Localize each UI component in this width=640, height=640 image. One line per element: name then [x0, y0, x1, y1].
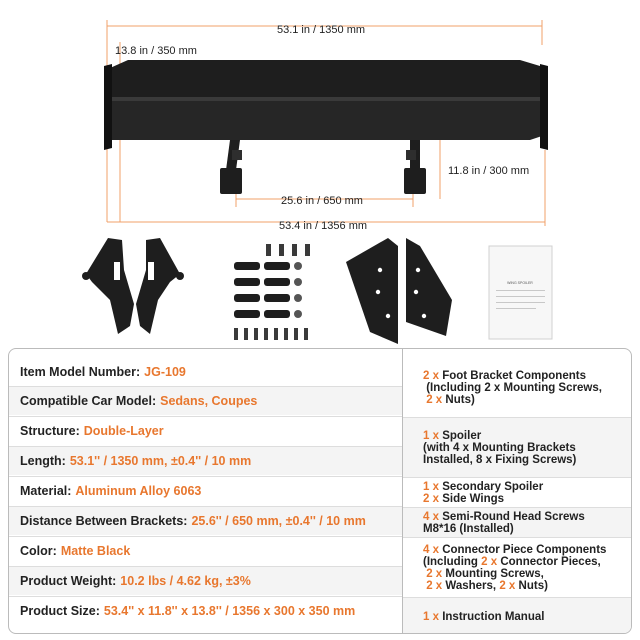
- part-text: (Including: [423, 555, 478, 568]
- part-text: Mounting Screws,: [445, 567, 544, 580]
- spec-value: 10.2 lbs / 4.62 kg, ±3%: [120, 574, 251, 588]
- spec-row-structure: [9, 416, 402, 445]
- part-text: Washers,: [445, 579, 497, 592]
- spec-key: Structure:: [20, 424, 80, 438]
- spec-row-length: [9, 446, 402, 475]
- spec-key: Product Weight:: [20, 574, 117, 588]
- spec-row-color: [9, 536, 402, 565]
- qty: 1 x: [423, 429, 439, 442]
- spec-key: Compatible Car Model:: [20, 394, 157, 408]
- spec-row-material: [9, 476, 402, 505]
- dim-width-bottom: 53.4 in / 1356 mm: [278, 220, 368, 232]
- part-text: Nuts): [445, 394, 475, 406]
- part-text: (with 4 x Mounting Brackets: [423, 441, 576, 454]
- part-text: (Including 2 x Mounting Screws,: [426, 382, 602, 394]
- part-text: Connector Piece Components: [442, 543, 607, 556]
- spec-row-size: [9, 596, 402, 625]
- spec-row-compatible: [9, 386, 402, 415]
- spec-value: Aluminum Alloy 6063: [75, 484, 202, 498]
- qty: 4 x: [423, 510, 439, 523]
- part-connector-pieces: [403, 537, 632, 597]
- instruction-manual-illustration: [489, 246, 552, 339]
- part-text: Secondary Spoiler: [442, 480, 544, 493]
- spec-value: Matte Black: [60, 544, 131, 558]
- spec-row-bracket-distance: [9, 506, 402, 535]
- spec-key: Product Size:: [20, 604, 100, 618]
- part-text: Connector Pieces,: [500, 555, 601, 568]
- spec-value: 25.6'' / 650 mm, ±0.4'' / 10 mm: [191, 514, 366, 528]
- dim-leg-height: 11.8 in / 300 mm: [448, 165, 530, 177]
- spec-key: Length:: [20, 454, 66, 468]
- qty: 2 x: [426, 579, 443, 592]
- dim-bracket-spacing: 25.6 in / 650 mm: [281, 195, 363, 207]
- qty: 1 x: [423, 480, 439, 493]
- spec-value: 53.4'' x 11.8'' x 13.8'' / 1356 x 300 x 350 mm: [103, 604, 356, 618]
- part-text: Spoiler: [442, 429, 482, 442]
- qty: 2 x: [426, 394, 443, 406]
- part-text: Foot Bracket Components: [442, 370, 586, 382]
- spec-key: Item Model Number:: [20, 364, 141, 379]
- qty: 2 x: [423, 370, 439, 382]
- spec-value: Sedans, Coupes: [160, 394, 258, 408]
- part-text: Nuts): [518, 579, 548, 592]
- qty: 2 x: [481, 555, 498, 568]
- qty: 1 x: [423, 610, 439, 623]
- foot-brackets-illustration: [82, 238, 184, 334]
- spec-key: Material:: [20, 484, 72, 498]
- part-manual: [403, 597, 632, 634]
- part-foot-brackets: [403, 359, 632, 417]
- spec-row-weight: [9, 566, 402, 595]
- spec-value: Double-Layer: [83, 424, 164, 438]
- part-text: M8*16 (Installed): [423, 522, 514, 535]
- part-spoiler: [403, 417, 632, 477]
- spec-key: Distance Between Brackets:: [20, 514, 188, 528]
- part-text: Installed, 8 x Fixing Screws): [423, 453, 577, 466]
- spec-value: JG-109: [144, 364, 186, 379]
- qty: 2 x: [423, 492, 439, 505]
- spec-row-model: [9, 357, 402, 386]
- dim-height: 13.8 in / 350 mm: [115, 45, 197, 57]
- spec-value: 53.1'' / 1350 mm, ±0.4'' / 10 mm: [69, 454, 252, 468]
- side-wings-illustration: [346, 238, 452, 344]
- part-screws: [403, 507, 632, 537]
- manual-title: WING SPOILER: [507, 281, 533, 285]
- spec-table: [8, 348, 632, 634]
- part-text: Semi-Round Head Screws: [442, 510, 585, 523]
- qty: 4 x: [423, 543, 439, 556]
- part-text: Side Wings: [442, 492, 505, 505]
- qty: 2 x: [426, 567, 443, 580]
- part-text: Instruction Manual: [442, 610, 545, 623]
- qty: 2 x: [499, 579, 516, 592]
- dim-width-top: 53.1 in / 1350 mm: [276, 24, 366, 36]
- part-secondary-spoiler: [403, 477, 632, 507]
- spec-key: Color:: [20, 544, 57, 558]
- spec-column: [9, 349, 402, 633]
- hardware-illustration: [234, 244, 310, 340]
- package-contents-column: [402, 349, 632, 633]
